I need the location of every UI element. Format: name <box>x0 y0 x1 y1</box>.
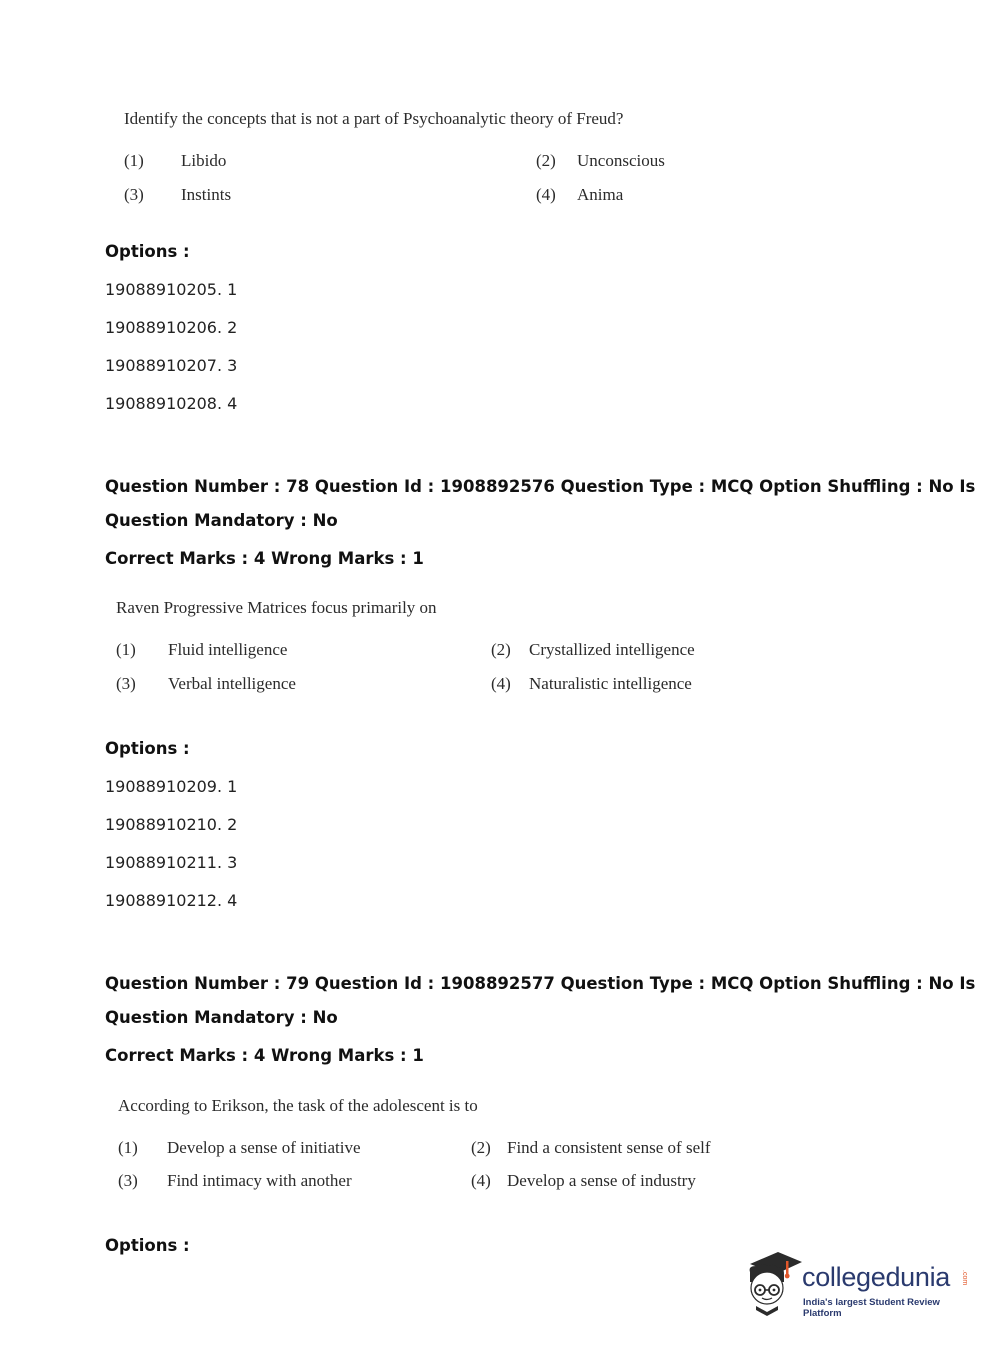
option-id: 19088910211. 3 <box>105 853 238 872</box>
collegedunia-logo <box>742 1250 972 1320</box>
choice-number: (3) <box>124 185 144 204</box>
choice-text: Develop a sense of initiative <box>167 1138 361 1157</box>
question-stem: Raven Progressive Matrices focus primarily on <box>116 598 437 617</box>
logo-tagline: India's largest Student Review Platform <box>803 1297 940 1319</box>
choice-text: Libido <box>181 151 227 170</box>
choice-text: Verbal intelligence <box>168 674 296 693</box>
option-id: 19088910206. 2 <box>105 318 238 337</box>
choice-number: (1) <box>118 1138 138 1157</box>
choice-number: (4) <box>471 1171 491 1190</box>
choice-text: Find a consistent sense of self <box>507 1138 711 1157</box>
question-mandatory: Question Mandatory : No <box>105 511 338 530</box>
question-mandatory: Question Mandatory : No <box>105 1008 338 1027</box>
question-marks: Correct Marks : 4 Wrong Marks : 1 <box>105 549 424 568</box>
question-meta: Question Number : 78 Question Id : 1908892576 Question Type : MCQ Option Shuffling : No Is <box>105 477 976 496</box>
option-id: 19088910205. 1 <box>105 280 238 299</box>
logo-domain-suffix: .com <box>961 1270 968 1286</box>
choice-number: (2) <box>536 151 556 170</box>
option-id: 19088910212. 4 <box>105 891 238 910</box>
option-id: 19088910208. 4 <box>105 394 238 413</box>
choice-text: Unconscious <box>577 151 665 170</box>
choice-number: (1) <box>124 151 144 170</box>
question-meta: Question Number : 79 Question Id : 1908892577 Question Type : MCQ Option Shuffling : No Is <box>105 974 976 993</box>
choice-number: (2) <box>491 640 511 659</box>
options-heading: Options : <box>105 739 190 758</box>
choice-text: Instints <box>181 185 232 204</box>
choice-number: (2) <box>471 1138 491 1157</box>
options-heading: Options : <box>105 1236 190 1255</box>
choice-number: (3) <box>116 674 136 693</box>
option-id: 19088910207. 3 <box>105 356 238 375</box>
option-id: 19088910210. 2 <box>105 815 238 834</box>
choice-text: Anima <box>577 185 624 204</box>
choice-text: Fluid intelligence <box>168 640 288 659</box>
choice-text: Develop a sense of industry <box>507 1171 696 1190</box>
choice-number: (1) <box>116 640 136 659</box>
question-marks: Correct Marks : 4 Wrong Marks : 1 <box>105 1046 424 1065</box>
choice-number: (4) <box>491 674 511 693</box>
logo-wordmark: collegedunia <box>802 1262 951 1292</box>
options-heading: Options : <box>105 242 190 261</box>
question-stem: Identify the concepts that is not a part of Psychoanalytic theory of Freud? <box>124 109 624 128</box>
choice-text: Crystallized intelligence <box>529 640 695 659</box>
graduate-mascot-icon <box>742 1250 804 1318</box>
option-id: 19088910209. 1 <box>105 777 238 796</box>
choice-number: (4) <box>536 185 556 204</box>
choice-text: Naturalistic intelligence <box>529 674 692 693</box>
question-stem: According to Erikson, the task of the adolescent is to <box>118 1096 478 1115</box>
choice-number: (3) <box>118 1171 138 1190</box>
choice-text: Find intimacy with another <box>167 1171 352 1190</box>
